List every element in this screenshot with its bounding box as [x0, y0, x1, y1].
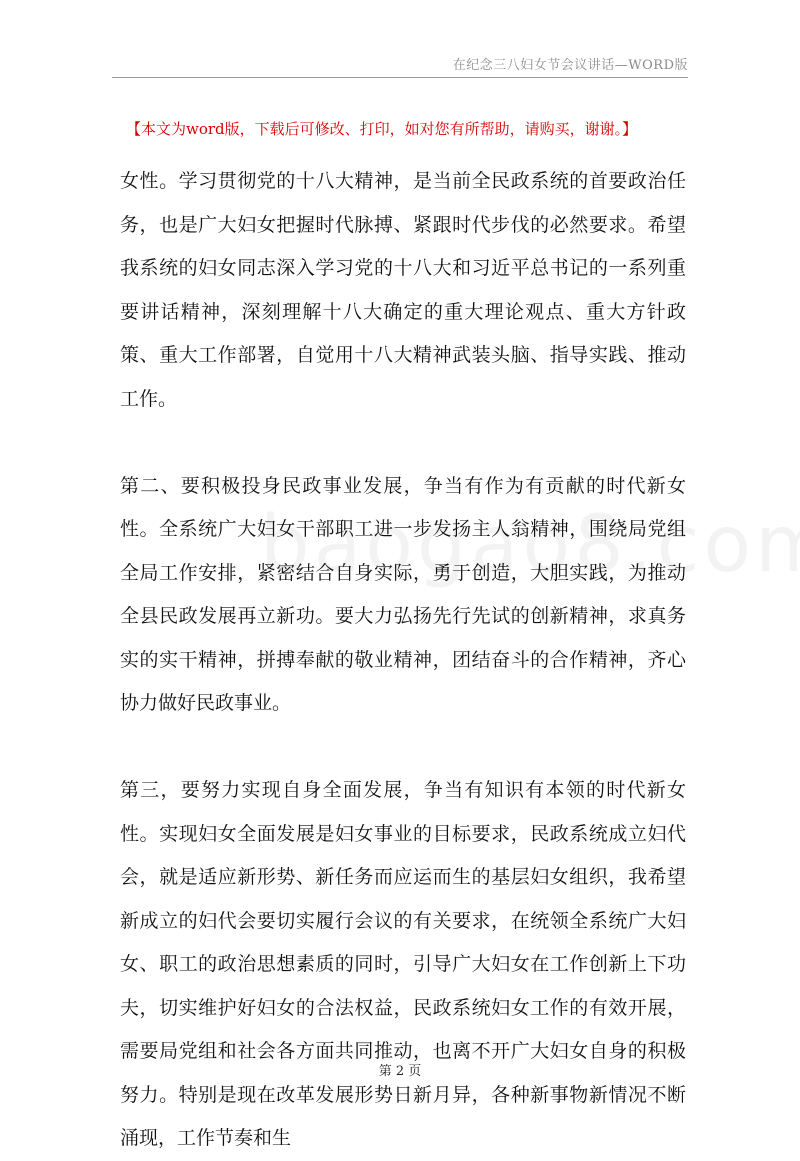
header-divider — [112, 77, 688, 78]
body-paragraph: 第三，要努力实现自身全面发展，争当有知识有本领的时代新女性。实现妇女全面发展是妇女事业的目标要求，民政系统成立妇代会，就是适应新形势、新任务而应运而生的基层妇女组织，我希望新成立的妇代会要切实履行会议的有关要求，在统领全系统广大妇女、职工的政治思想素质的同时，引导广大妇女在工作创新上下功夫，切实维护好妇女的合法权益，民政系统妇女工作的有效开展，需要局党组和社会各方面共同推动，也离不开广大妇女自身的积极努力。特别是现在改革发展形势日新月异，各种新事物新情况不断涌现，工作节奏和生 — [120, 779, 686, 1149]
body-paragraph: 女性。学习贯彻党的十八大精神，是当前全民政系统的首要政治任务，也是广大妇女把握时代脉搏、紧跟时代步伐的必然要求。希望我系统的妇女同志深入学习党的十八大和习近平总书记的一系列重要讲话精神，深刻理解十八大确定的重大理论观点、重大方针政策、重大工作部署，自觉用十八大精神武装头脑、指导实践、推动工作。 — [120, 170, 686, 410]
download-notice: 【本文为word版，下载后可修改、打印，如对您有所帮助，请购买，谢谢。】 — [126, 120, 638, 138]
body-paragraph: 第二、要积极投身民政事业发展，争当有作为有贡献的时代新女性。全系统广大妇女干部职工进一步发扬主人翁精神，围绕局党组全局工作安排，紧密结合自身实际，勇于创造，大胆实践，为推动全县民政发展再立新功。要大力弘扬先行先试的创新精神，求真务实的实干精神，拼搏奉献的敬业精神，团结奋斗的合作精神，齐心协力做好民政事业。 — [120, 474, 686, 714]
document-body — [120, 160, 686, 1161]
document-header-title: 在纪念三八妇女节会议讲话—WORD版 — [452, 58, 688, 73]
page-number: 第 2 页 — [378, 1064, 422, 1079]
